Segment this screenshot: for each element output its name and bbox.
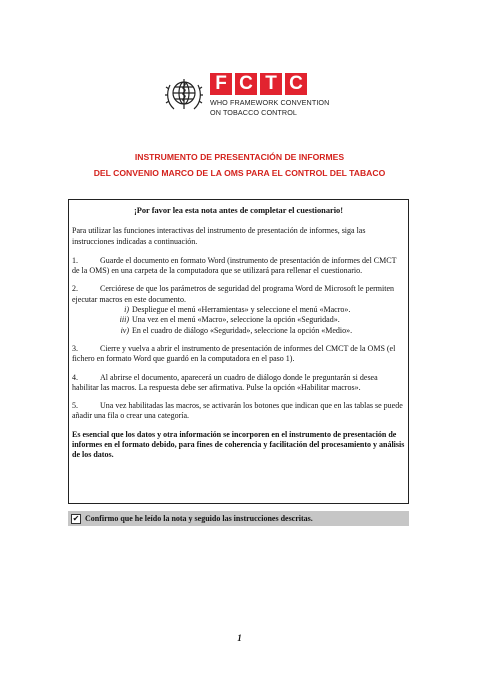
step-text: Cierre y vuelva a abrir el instrumento de presentación de informes del CMCT de la OMS (el fichero en formato Word que guardó en la computadora en el paso 1). [72,343,396,364]
logo-letter-f: F [210,73,232,95]
step-text: Cerciórese de que los parámetros de seguridad del programa Word de Microsoft le permiten ejecutar macros en este documento. [72,284,394,304]
convention-line1: WHO FRAMEWORK CONVENTION [210,98,330,107]
substep-number: i) [124,305,129,315]
logo-letter-c: C [235,73,257,95]
who-emblem-icon [162,73,206,117]
note-title: ¡Por favor lea esta nota antes de completar el cuestionario! [133,206,344,215]
step-number: 5. [72,401,78,411]
step-text: Al abrirse el documento, aparecerá un cuadro de diálogo donde le preguntarán si desea habilitar las macros. La respuesta debe ser afirmativa. Pulse la opción «Habilitar macros». [72,372,378,392]
fctc-logo [162,73,329,118]
step-text: Guarde el documento en formato Word (instrumento de presentación de informes del CMCT de la OMS) en una carpeta de la computadora que se utilizará para rellenar el cuestionario. [72,255,397,276]
convention-line2: ON TOBACCO CONTROL [210,108,297,117]
step-number: 4. [72,372,78,382]
convention-name [210,98,329,118]
instructions-box [68,199,409,504]
substep-text: Una vez en el menú «Macro», seleccione la opción «Seguridad». [132,315,340,325]
substep-number: iv) [120,325,129,335]
logo-letter-c2: C [285,73,307,95]
note-intro: Para utilizar las funciones interactivas del instrumento de presentación de informes, siga las instrucciones indicadas a continuación. [72,226,366,246]
substep-iv [117,326,405,336]
substep-text: Despliegue el menú «Herramientas» y seleccione el menú «Macro». [132,305,351,315]
confirmation-label: Confirmo que he leído la nota y seguido las instrucciones descritas. [85,514,313,523]
step-3 [72,344,405,365]
document-title-line2: DEL CONVENIO MARCO DE LA OMS PARA EL CONTROL DEL TABACO [93,168,386,178]
step-number: 2. [72,284,78,294]
substep-text: En el cuadro de diálogo «Seguridad», seleccione la opción «Medio». [132,325,353,335]
logo-letter-t: T [260,73,282,95]
step-5 [72,401,405,422]
step-number: 3. [72,343,78,353]
substep-iii [117,315,405,325]
substep-number: iii) [119,315,129,325]
step-4 [72,373,405,394]
fctc-wordmark [210,73,329,95]
document-title-line1: INSTRUMENTO DE PRESENTACIÓN DE INFORMES [134,152,345,162]
checkbox[interactable]: ✔ [72,513,80,523]
step-text: Una vez habilitadas las macros, se activarán los botones que indican que en las tablas se puede añadir una fila o crear una categoría. [72,401,403,421]
note-closing: Es esencial que los datos y otra información se incorporen en el instrumento de presentación de informes en el formato debido, para fines de coherencia y facilitación del procesamiento y análisis de los datos. [72,429,405,460]
substep-i [117,305,405,315]
confirmation-checkbox-row[interactable] [68,511,409,526]
step-1 [72,256,405,277]
step-number: 1. [72,255,78,265]
step-2 [72,284,405,305]
page-number: 1 [237,633,242,643]
